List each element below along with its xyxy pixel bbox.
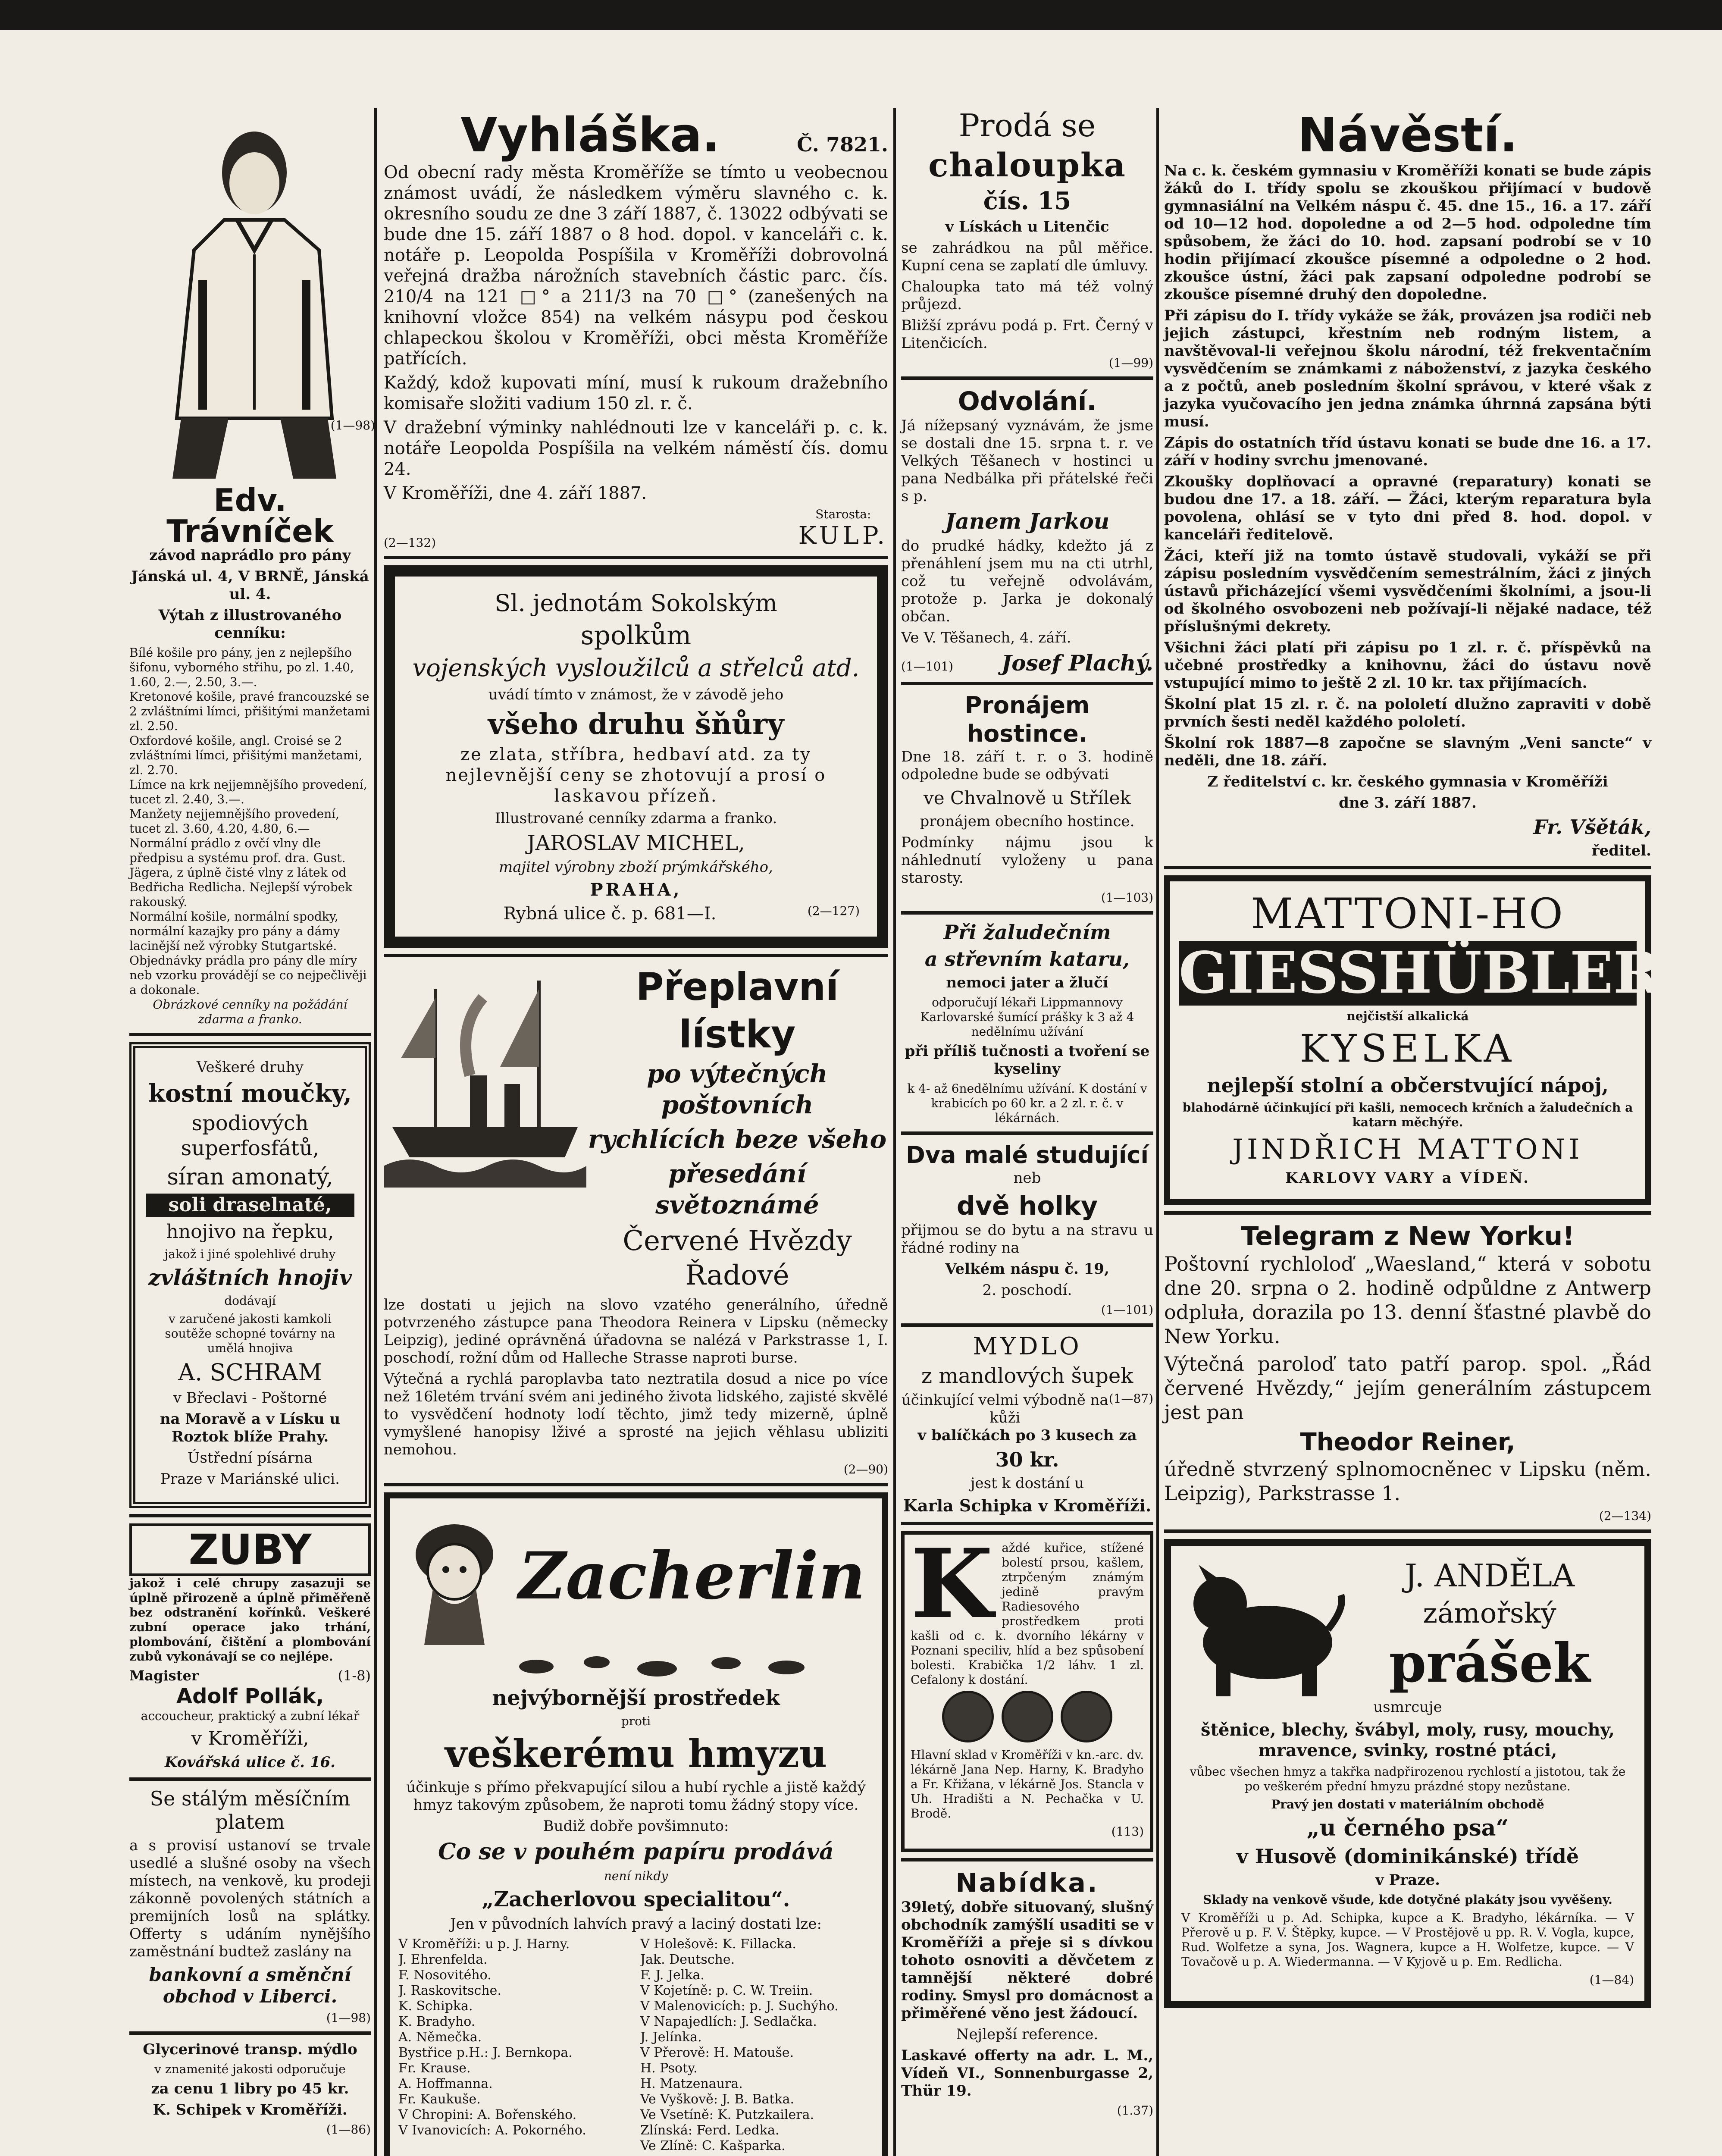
zuby-title: ZUBY xyxy=(129,1523,371,1576)
price-item: Normální košile, normální spodky, normální kazajky pro pány a dámy lacinější než výrobky Stutgartské. xyxy=(129,909,340,953)
column-2 xyxy=(384,108,888,2156)
navesti-p1: Na c. k. českém gymnasiu v Kroměříži konati se bude zápis žáků do I. třídy spolu se zkouškou přijímací v budově gymnasiální na Velkém náspu č. 45. dne 15., 16. a 17. září od 10—12 hod. dopoledne a od 2—5 hod. odpoledne tím spůsobem, že žáci do 10. hod. zapsaní podrobí se v 10 hodin přijímací zkoušce písemné a odpoledne o 2 hod. zkoušce ústní, žáci pak zapsaní odpoledne podrobí se zkoušce písemné druhý den dopoledne. xyxy=(1164,162,1651,303)
vyhlaska-p4: V Kroměříži, dne 4. září 1887. xyxy=(384,483,647,503)
telegram-t2: Výtečná paroloď tato patří parop. spol. „Řád červené Hvězdy,“ jejím generálním zástupcem jest pan xyxy=(1164,1352,1651,1424)
studujici-ad xyxy=(901,1141,1153,1317)
zuby-code: (1-8) xyxy=(338,1667,371,1684)
merchant-illustration xyxy=(398,1507,510,1645)
mattoni-l3: nejčistší alkalická xyxy=(1346,1009,1469,1023)
schram-firm: A. SCHRAM xyxy=(178,1359,322,1386)
schram-l7: zvláštních hnojiv xyxy=(148,1265,352,1290)
chaloupka-l4: v Lískách u Litenčic xyxy=(945,218,1109,235)
mydlo-t2: v balíčkách po 3 kusech za xyxy=(917,1427,1137,1444)
zuby-ad xyxy=(129,1523,371,1771)
andela-code: (1—84) xyxy=(1589,1973,1634,1987)
kbox-code: (113) xyxy=(1111,1824,1144,1839)
andela-l8: „u černého psa“ xyxy=(1306,1815,1509,1841)
schram-l3: síran amonatý, xyxy=(167,1164,333,1190)
divider xyxy=(1164,1529,1651,1533)
schram-l6: jakož i jiné spolehlivé druhy xyxy=(164,1247,336,1261)
lippmann-l2: a střevním kataru, xyxy=(924,947,1130,971)
navesti-title: Návěstí. xyxy=(1297,107,1518,163)
navesti-p8: Školní rok 1887—8 započne se slavným „Veni sancte“ v neděli, dne 18. září. xyxy=(1164,734,1651,769)
mydlo-ad xyxy=(901,1333,1153,1516)
depot-item: A. Hoffmanna. xyxy=(398,2076,493,2091)
price-item: Normální prádlo z ovčí vlny dle předpisu a systému prof. dra. Gust. Jägera, z úplně čisté vlny z látek od Bedřicha Redlicha. Nejlepší výrobek rakouský. xyxy=(129,836,353,909)
depot-item: Ve Zlíně: C. Kašparka. xyxy=(640,2138,786,2153)
zacherlin-proti: proti xyxy=(621,1714,651,1728)
divider xyxy=(129,2031,371,2035)
preplavni-sub1: po výtečných poštovních xyxy=(647,1059,828,1119)
vyhlaska-notice xyxy=(384,108,888,550)
price-item: Límce na krk nejjemnějšího provedení, tucet zl. 2.40, 3.—. xyxy=(129,777,367,806)
depot-item: V Malenovicích: p. J. Suchýho. xyxy=(640,1999,839,2014)
michel-l3: vojenských vysloužilců a střelců atd. xyxy=(412,654,860,682)
andela-l4: usmrcuje xyxy=(1373,1698,1442,1716)
travnicek-name: Edv. Trávníček xyxy=(166,482,334,549)
depot-item: K. Schipka. xyxy=(398,1999,473,2014)
schram-l5: hnojivo na řepku, xyxy=(166,1221,334,1243)
preplavni-sub4: Červené Hvězdy Řadové xyxy=(623,1225,852,1291)
divider xyxy=(901,1323,1153,1327)
andela-l11: Sklady na venkově všude, kde dotyčné plakáty jsou vyvěšeny. xyxy=(1203,1893,1612,1907)
odvolani-text: Já nížepsaný vyznávám, že jsme se dostali dne 15. srpna t. r. ve Velkých Těšanech v hostinci u pana Nedbálka při přátelské řeči s p. xyxy=(901,417,1153,505)
odvolani-name2: Josef Plachý. xyxy=(1001,650,1153,676)
mattoni-ad xyxy=(1164,875,1661,1205)
column-1 xyxy=(129,108,375,2140)
schram-lead: Veškeré druhy xyxy=(197,1059,304,1076)
price-item: Objednávky prádla pro pány dle míry neb vzorku provádějí se co nejpečlivěji a dokonale. xyxy=(129,953,367,997)
glycerin-price: za cenu 1 libry po 45 kr. xyxy=(151,2080,349,2097)
glycerin-text: v znamenité jakosti odporučuje xyxy=(154,2062,346,2076)
divider xyxy=(384,556,888,559)
travnicek-note: Obrázkové cenníky na požádání zdarma a franko. xyxy=(153,997,348,1026)
lippmann-l3: nemoci jater a žlučí xyxy=(946,974,1108,991)
mattoni-l5: nejlepší stolní a občerstvující nápoj, xyxy=(1207,1074,1609,1097)
pronajem-t4: Podmínky nájmu jsou k náhlednutí vyloženy u pana starosty. xyxy=(901,834,1153,887)
vyhlaska-sign: KULP. xyxy=(798,522,888,550)
lippmann-t1: odporučují lékaři Lippmannovy Karlovarské šumící prášky k 3 až 4 nedělnímu užívání xyxy=(920,995,1134,1039)
nabidka-t2: Nejlepší reference. xyxy=(956,2026,1099,2043)
glycerin-title: Glycerinové transp. mýdlo xyxy=(143,2041,357,2058)
telegram-ad xyxy=(1164,1221,1651,1523)
preplavni-sub3: přesedání světoznámé xyxy=(655,1159,819,1219)
studujici-t1: přijmou se do bytu a na stravu u řádné rodiny na xyxy=(901,1222,1153,1257)
medal-icon xyxy=(942,1691,994,1742)
vyhlaska-number: Č. 7821. xyxy=(797,133,888,156)
chaloupka-l3: čís. 15 xyxy=(983,187,1071,215)
steamship-illustration xyxy=(384,963,586,1188)
telegram-t3: úředně stvrzený splnomocněnec v Lipsku (něm. Leipzig), Parkstrasse 1. xyxy=(1164,1457,1651,1505)
andela-ad xyxy=(1164,1539,1651,2008)
preplavni-sub2: rychlících beze všeho xyxy=(588,1125,887,1154)
preplavni-text1: lze dostati u jejich na slovo vzatého generálního, úředně potvrzeného zástupce pana Theodora Reinera v Lipsku (německy Leipzig), jediné oprávněná úřadovna se nalézá v Parkstrasse 1, I. poschodí, rožní dům od Halleche Strasse naproti burse. xyxy=(384,1296,888,1366)
depot-item: V Ivanovicích: A. Pokorného. xyxy=(398,2123,586,2138)
navesti-p3: Zápis do ostatních tříd ústavu konati se bude dne 16. a 17. září v hodiny svrchu jmenované. xyxy=(1164,434,1651,469)
nabidka-code: (1.37) xyxy=(1117,2103,1153,2118)
zuby-sign-row xyxy=(129,1667,371,1684)
mattoni-l8: KARLOVY VARY a VÍDEŇ. xyxy=(1285,1169,1530,1187)
andela-l10: v Praze. xyxy=(1375,1871,1440,1889)
studujici-t2: Velkém náspu č. 19, xyxy=(945,1260,1109,1278)
divider xyxy=(901,1131,1153,1135)
odvolani-ad xyxy=(901,386,1153,676)
vyhlaska-p2: Každý, kdož kupovati míní, musí k rukoum dražebního komisaře složiti vadium 150 zl. r. č. xyxy=(384,373,888,414)
pronajem-title: Pronájem hostince. xyxy=(964,692,1090,747)
chaloupka-l2: chaloupka xyxy=(928,146,1126,184)
odvolani-text2: do prudké hádky, kdežto já z přenáhlení jsem mu na cti utrhl, což tu veřejně odvolávám, protože p. Jarka je dokonalý občan. xyxy=(901,537,1153,625)
lippmann-t3: k 4- až 6nedělnímu užívání. K dostání v krabicích po 60 kr. a 2 zl. r. č. v lékárnách. xyxy=(907,1081,1147,1125)
chaloupka-code: (1—99) xyxy=(1108,356,1153,370)
chaloupka-t1: se zahrádkou na půl měřice. Kupní cena se zaplatí dle úmluvy. xyxy=(901,239,1153,274)
vyhlaska-sign-label: Starosta: xyxy=(815,507,871,521)
travnicek-sub: závod naprádlo pro pány xyxy=(149,547,351,564)
schram-ad xyxy=(129,1042,371,1508)
kbox-ad xyxy=(901,1531,1153,1852)
mydlo-l1: MYDLO xyxy=(973,1332,1082,1360)
zacherlin-t6: Jen v původních lahvích pravý a laciný dostati lze: xyxy=(450,1915,822,1933)
zacherlin-t1: účinkuje s přímo překvapující silou a hubí rychle a jistě každý hmyz takovým způsobem, že naproti tomu žádný stopy více. xyxy=(406,1779,866,1814)
andela-l12: V Kroměříži u p. Ad. Schipka, kupce a K. Bradyho, lékárníka. — V Přerově u p. F. V. Štěpky, kupce. — V Prostějově u pp. R. V. Vogla, kupce, Rud. Wolfetze a syna, Jos. Wagnera, kupce a H. Wolfetze, kupce. — V Tovačově u p. A. Wiedermanna. — V Kyjově u p. Em. Redlicha. xyxy=(1181,1911,1634,1969)
andela-l2: zámořský xyxy=(1423,1598,1556,1630)
nabidka-t1: 39letý, dobře situovaný, slušný obchodník zamýšlí usaditi se v Kroměříži a přeje si s dívkou tohoto osnoviti a děvčetem z tamnější některé dobré rodiny. Smysl pro domácnost a přiměřené věno jest žádoucí. xyxy=(901,1899,1153,2022)
lippmann-t2: při příliš tučnosti a tvoření se kyseliny xyxy=(905,1043,1150,1078)
michel-l8: majitel výrobny zboží prýmkářského, xyxy=(499,859,773,876)
depot-item: V Holešově: K. Fillacka. xyxy=(640,1937,796,1952)
schram-l4: soli draselnaté, xyxy=(146,1194,354,1217)
mydlo-price: 30 kr. xyxy=(995,1448,1059,1471)
kbox-text: aždé kuřice, stížené bolestí prsou, kašlem, ztrpčeným známým jedině pravým Radiesového prostředkem proti kašli od c. k. dvorního lékárny v Poznani speciliv, hlíd a bez spůsobení bolesti. Krabička 1/2 láhv. 1 zl. Cefalony k dostání. xyxy=(911,1541,1144,1687)
navesti-date: dne 3. září 1887. xyxy=(1339,794,1477,812)
depot-item: J. Jelínka. xyxy=(640,2030,702,2045)
telegram-code: (2—134) xyxy=(1599,1509,1651,1523)
zacherlin-t3: Co se v pouhém papíru prodává xyxy=(438,1839,834,1865)
zacherlin-t5: „Zacherlovou specialitou“. xyxy=(482,1887,790,1912)
navesti-p5: Žáci, kteří již na tomto ústavě studovali, vykáží se při zápisu posledním vysvědčením semestrálním, žáci z jiných ústavů přicházející všemi vysvědčeními školními, a jsou-li od školného osvobozeni neb požívají-li nějaké nadace, též příslušnými dekrety. xyxy=(1164,547,1651,635)
odvolani-title: Odvolání. xyxy=(958,386,1097,417)
studujici-l2: neb xyxy=(1013,1169,1041,1187)
divider xyxy=(901,1522,1153,1525)
michel-city: PRAHA, xyxy=(590,880,682,900)
preplavni-code: (2—90) xyxy=(843,1462,888,1476)
chaloupka-l1: Prodá se xyxy=(958,107,1096,144)
michel-street: Rybná ulice č. p. 681—I. xyxy=(503,904,717,924)
zuby-town: v Kroměříži, xyxy=(191,1727,309,1749)
mattoni-l2: GIESSHÜBLER xyxy=(1179,940,1661,1006)
navesti-place: Z ředitelství c. kr. českého gymnasia v Kroměříži xyxy=(1207,773,1608,790)
depot-item: Bystřice p.H.: J. Bernkopa. xyxy=(398,2045,573,2060)
telegram-name: Theodor Reiner, xyxy=(1300,1428,1515,1456)
michel-code: (2—127) xyxy=(807,904,860,918)
depot-item: K. Bradyho. xyxy=(398,2014,476,2029)
andela-l5: štěnice, blechy, švábyl, moly, rusy, mouchy, mravence, svinky, rostné ptáci, xyxy=(1201,1720,1615,1761)
kbox-initial: K xyxy=(911,1531,993,1639)
navesti-p6: Všichni žáci platí při zápisu po 1 zl. r. č. příspěvků na učebné prostředky a knihovnu, žáci do ústavu nově vstupující mimo to ještě 2 zl. 10 kr. tax přijímacích. xyxy=(1164,639,1651,692)
travnicek-code: (1—98) xyxy=(330,418,375,432)
depot-item: Jak. Deutsche. xyxy=(640,1952,735,1967)
zacherlin-t4: není nikdy xyxy=(604,1869,668,1883)
depot-item: V Chropini: A. Bořenského. xyxy=(398,2107,577,2122)
divider xyxy=(129,1514,371,1517)
odvolani-name1: Janem Jarkou xyxy=(945,508,1110,534)
michel-ad xyxy=(384,565,888,948)
zacherlin-big: veškerému hmyzu xyxy=(445,1731,827,1776)
depot-item: Zlínská: Ferd. Ledka. xyxy=(640,2123,780,2138)
schram-l2: spodiových superfosfátů, xyxy=(181,1111,319,1160)
vyhlaska-p3: V dražební výminky nahlédnouti lze v kanceláři p. c. k. notáře Leopolda Pospíšila na velkém náměstí čís. domu 24. xyxy=(384,418,888,479)
kbox-text2: Hlavní sklad v Kroměříži v kn.-arc. dv. lékárně Jana Nep. Harny, K. Bradyho a Fr. Křižana, v lékárně Jos. Stancla v Uh. Hradišti a N. Pechačka v U. Brodě. xyxy=(911,1748,1144,1821)
studujici-t3: 2. poschodí. xyxy=(982,1282,1072,1299)
travnicek-ad xyxy=(129,108,375,1027)
pronajem-t1: Dne 18. září t. r. o 3. hodině odpoledne bude se odbývati xyxy=(901,748,1153,783)
andela-l9: v Husově (dominikánské) třídě xyxy=(1236,1845,1579,1868)
depot-item: F. J. Jelka. xyxy=(640,1968,704,1983)
depot-item: V Napajedlích: J. Sedlačka. xyxy=(640,2014,817,2029)
depot-item: F. Nosovitého. xyxy=(398,1968,492,1983)
schram-l12: Ústřední písárna xyxy=(187,1449,313,1467)
depot-item: A. Němečka. xyxy=(398,2030,482,2045)
navesti-p4: Zkoušky doplňovací a opravné (reparatury) konati se budou dne 17. a 18. září. — Žáci, kterým reparatura byla povolena, ohlásí se v tyto dni před 8. hod. dopol. v kanceláři ředitelově. xyxy=(1164,473,1651,543)
telegram-title: Telegram z New Yorku! xyxy=(1241,1221,1575,1251)
divider xyxy=(901,1858,1153,1861)
zacherlin-depot-list xyxy=(398,1937,874,2154)
michel-l2: spolkům xyxy=(580,620,692,651)
depot-item: V Kroměříži: u p. J. Harny. xyxy=(398,1937,570,1952)
depot-item: Fr. Kaukuše. xyxy=(398,2092,481,2107)
zacherlin-t2: Budiž dobře povšimnuto: xyxy=(543,1818,729,1835)
michel-l4: uvádí tímto v známost, že v závodě jeho xyxy=(488,686,784,703)
andela-l1: J. ANDĚLA xyxy=(1404,1557,1575,1594)
travnicek-price-list xyxy=(129,646,371,997)
pronajem-ad xyxy=(901,691,1153,905)
medal-row xyxy=(911,1691,1144,1744)
navesti-p7: Školní plat 15 zl. r. č. na pololetí dlužno zapraviti v době prvních šesti neděl každého pololetí. xyxy=(1164,696,1651,730)
pronajem-code: (1—103) xyxy=(1101,890,1153,905)
mattoni-l1: MATTONI-HO xyxy=(1251,890,1565,938)
depot-item: J. Raskovitsche. xyxy=(398,1983,501,1998)
michel-l5: všeho druhu šňůry xyxy=(488,707,784,741)
zacherlin-sub: nejvýbornější prostředek xyxy=(492,1686,780,1710)
zacherlin-ad xyxy=(384,1492,888,2156)
navesti-sign: Fr. Všěták, xyxy=(1533,815,1651,839)
glycerin-ad xyxy=(129,2041,371,2137)
schram-l13: Praze v Mariánské ulici. xyxy=(160,1470,340,1488)
medal-icon xyxy=(1002,1691,1053,1742)
travnicek-lead: Výtah z illustrovaného cenníku: xyxy=(158,607,342,642)
zuby-sign: Magister xyxy=(129,1667,199,1684)
vyhlaska-title: Vyhláška. xyxy=(460,107,720,163)
chaloupka-ad xyxy=(901,108,1153,370)
divider xyxy=(901,682,1153,685)
glycerin-seller: K. Schipek v Kroměříži. xyxy=(153,2101,348,2118)
mattoni-l6: blahodárně účinkující při kašli, nemocech krčních a žaludečních a katarn měchýře. xyxy=(1182,1100,1633,1129)
mydlo-firm: Karla Schipka v Kroměříži. xyxy=(903,1496,1152,1515)
odvolani-place: Ve V. Těšanech, 4. září. xyxy=(901,629,1071,646)
glycerin-code: (1—86) xyxy=(326,2122,371,2137)
mattoni-l4: KYSELKA xyxy=(1299,1026,1516,1071)
studujici-l3: dvě holky xyxy=(956,1191,1098,1221)
price-item: Kretonové košile, pravé francouzské se 2 zvláštními límci, přišitými manžetami zl. 2.50. xyxy=(129,689,370,733)
andela-l6: vůbec všechen hmyz a takřka nadpřirozenou rychlostí a jistotou, tak že po veškerém přední hmyzu prázdné stopy nezůstane. xyxy=(1190,1764,1626,1793)
mydlo-l2: z mandlových šupek xyxy=(921,1364,1133,1388)
platem-code: (1—98) xyxy=(326,2011,371,2025)
michel-l1: Sl. jednotám Sokolským xyxy=(495,589,777,617)
navesti-role: ředitel. xyxy=(1591,842,1651,859)
preplavni-text2: Výtečná a rychlá paroplavba tato neztratila dosud a nice po více než 16letém trvání svém ani jediného života lidského, zajisté skvělé to vysvědčení hodnoty lodí těchto, jimž tedy mizerně, úplně vymyšlené hanopisy lživé a sprosté na jejich věhlasu ubliziti nemohou. xyxy=(384,1370,888,1458)
zacherlin-title: Zacherlin xyxy=(518,1538,866,1614)
column-rule-2 xyxy=(893,108,896,2156)
platem-title: Se stálým měsíčním platem xyxy=(150,1787,351,1833)
andela-l3: prášek xyxy=(1389,1632,1591,1695)
chaloupka-t3: Bližší zprávu podá p. Frt. Černý v Litenčicích. xyxy=(901,317,1153,352)
price-item: Bílé košile pro pány, jen z nejlepšího šifonu, vyborného střihu, po zl. 1.40, 1.60, 2.—, 2.50, 3.—. xyxy=(129,646,354,689)
michel-l7: Illustrované cenníky zdarma a franko. xyxy=(495,810,777,827)
platem-ad xyxy=(129,1787,371,2025)
medal-icon xyxy=(1061,1691,1112,1742)
depot-item: Ve Vsetíně: K. Putzkailera. xyxy=(640,2107,814,2122)
chaloupka-t2: Chaloupka tato má též volný průjezd. xyxy=(901,278,1153,313)
divider xyxy=(384,1483,888,1486)
mydlo-t1: účinkující velmi výbodně na kůži xyxy=(901,1391,1108,1426)
depot-item: V Kojetíně: p. C. W. Treiin. xyxy=(640,1983,813,1998)
column-4 xyxy=(1164,107,1661,2008)
telegram-t1: Poštovní rychloloď „Waesland,“ která v sobotu dne 20. srpna o 2. hodině odpůldne z Antwerp odpluła, dorazila po 13. denní šťastné plavbě do New Yorku. xyxy=(1164,1252,1651,1348)
michel-l6: ze zlata, stříbra, hedbaví atd. za ty nejlevnější ceny se zhotovují a prosí o laskavou přízeň. xyxy=(445,745,827,806)
column-rule-1 xyxy=(374,108,377,2156)
insects-illustration xyxy=(398,1645,864,1684)
preplavni-ad xyxy=(384,963,888,1477)
platem-bank: bankovní a směnční obchod v Liberci. xyxy=(149,1964,351,2007)
zuby-name: Adolf Pollák, xyxy=(176,1684,324,1708)
schram-l10: v Břeclavi - Poštorné xyxy=(173,1389,327,1407)
travnicek-address: Jánská ul. 4, V BRNĚ, Jánská ul. 4. xyxy=(131,568,369,603)
depot-item: J. Ehrenfelda. xyxy=(398,1952,488,1967)
depot-item: V Přerově: H. Matouše. xyxy=(640,2045,794,2060)
andela-l7: Pravý jen dostati v materiálním obchodě xyxy=(1271,1797,1544,1811)
black-dog-illustration xyxy=(1181,1556,1345,1698)
column-rule-3 xyxy=(1156,108,1159,2156)
nabidka-title: Nabídka. xyxy=(955,1868,1099,1898)
nabidka-t3: Laskavé offerty na adr. L. M., Vídeň VI., Sonnenburgasse 2, Thür 19. xyxy=(901,2047,1153,2100)
divider xyxy=(1164,1211,1651,1215)
depot-item: H. Psoty. xyxy=(640,2061,698,2076)
pronajem-t3: pronájem obecního hostince. xyxy=(920,813,1135,830)
nabidka-ad xyxy=(901,1868,1153,2118)
zuby-street: Kovářská ulice č. 16. xyxy=(165,1754,335,1771)
vyhlaska-code: (2—132) xyxy=(384,536,436,550)
divider xyxy=(129,1033,371,1036)
lippmann-l1: Při žaludečním xyxy=(943,921,1111,944)
navesti-p2: Při zápisu do I. třídy vykáže se žák, provázen jsa rodiči neb jejich zástupci, křestním neb rodným listem, a navštěvoval-li veřejnou školu národní, též frekventačním vysvědčením se známkami z náboženství, z jazyka českého a z počtů, aneb posledním školní správou, v které však z jazyka vyučovacího jen jedna známka úhrnná zapsána býti musí. xyxy=(1164,307,1651,430)
odvolani-code: (1—101) xyxy=(901,659,954,674)
zuby-job: accoucheur, praktický a zubní lékař xyxy=(141,1709,360,1723)
zuby-text: jakož i celé chrupy zasazuji se úplně přirozeně a úplně přiměřeně bez odstranění kořínků. Veškeré zubní operace jako trhání, plombování, čištění a plombování zubů vykonávají se co nejlépe. xyxy=(129,1576,371,1664)
depot-item: H. Matzenaura. xyxy=(640,2076,743,2091)
navesti-notice xyxy=(1164,108,1651,860)
vyhlaska-p1: Od obecní rady města Kroměříže se tímto u veobecnou známost uvádí, že následkem výměru slavného c. k. okresního soudu ze dne 3 září 1887, č. 13022 odbývati se bude dne 15. září 1887 o 8 hod. dopol. v kanceláři c. k. notáře p. Leopolda Pospíšila v Kroměříži dobrovolná veřejná dražba nárožních stavebních částic parc. čís. 210/4 na 121 □° a 211/3 na 70 □° (zanešených na knihovní vložce 854) na velkém násypu pod českou chlapeckou školou v Kroměříži, obci města Kroměříže patřících. xyxy=(384,163,888,369)
divider xyxy=(384,954,888,957)
top-dark-edge xyxy=(0,0,1722,30)
divider xyxy=(901,376,1153,380)
mydlo-code: (1—87) xyxy=(1108,1391,1153,1406)
platem-text: a s provisí ustanoví se trvale usedlé a slušné osoby na všech místech, na venkově, ku prodeji zákonně povolených státních a premijních losů na splátky. Offerty s udáním nynějšího zaměstnání budtež zaslány na xyxy=(129,1837,371,1960)
divider xyxy=(129,1777,371,1781)
pronajem-t2: ve Chvalnově u Střílek xyxy=(924,787,1131,808)
schram-l8: dodávají xyxy=(224,1294,276,1308)
divider xyxy=(1164,866,1651,869)
lippmann-ad xyxy=(901,921,1153,1125)
schram-l11: na Moravě a v Lísku u Roztok blíže Prahy. xyxy=(160,1410,341,1445)
divider xyxy=(901,911,1153,915)
depot-item: Fr. Krause. xyxy=(398,2061,471,2076)
schram-l1: kostní moučky, xyxy=(148,1079,352,1108)
mydlo-t3: jest k dostání u xyxy=(970,1475,1084,1492)
michel-name: JAROSLAV MICHEL, xyxy=(527,831,745,855)
price-item: Oxfordové košile, angl. Croisé se 2 zvláštními límci, přišitými manžetami, zl. 2.70. xyxy=(129,733,363,777)
studujici-l1: Dva malé studující xyxy=(906,1141,1149,1169)
schram-l9: v zaručené jakosti kamkoli soutěže schopné továrny na umělá hnojiva xyxy=(165,1312,335,1355)
price-item: Manžety nejjemnějšího provedení, tucet zl. 3.60, 4.20, 4.80, 6.— xyxy=(129,807,340,836)
mattoni-l7: JINDŘICH MATTONI xyxy=(1232,1134,1583,1166)
studujici-code: (1—101) xyxy=(1101,1303,1153,1317)
column-3 xyxy=(901,108,1153,2122)
depot-item: Ve Vyškově: J. B. Batka. xyxy=(640,2092,795,2107)
preplavni-title: Přeplavní lístky xyxy=(636,965,839,1056)
